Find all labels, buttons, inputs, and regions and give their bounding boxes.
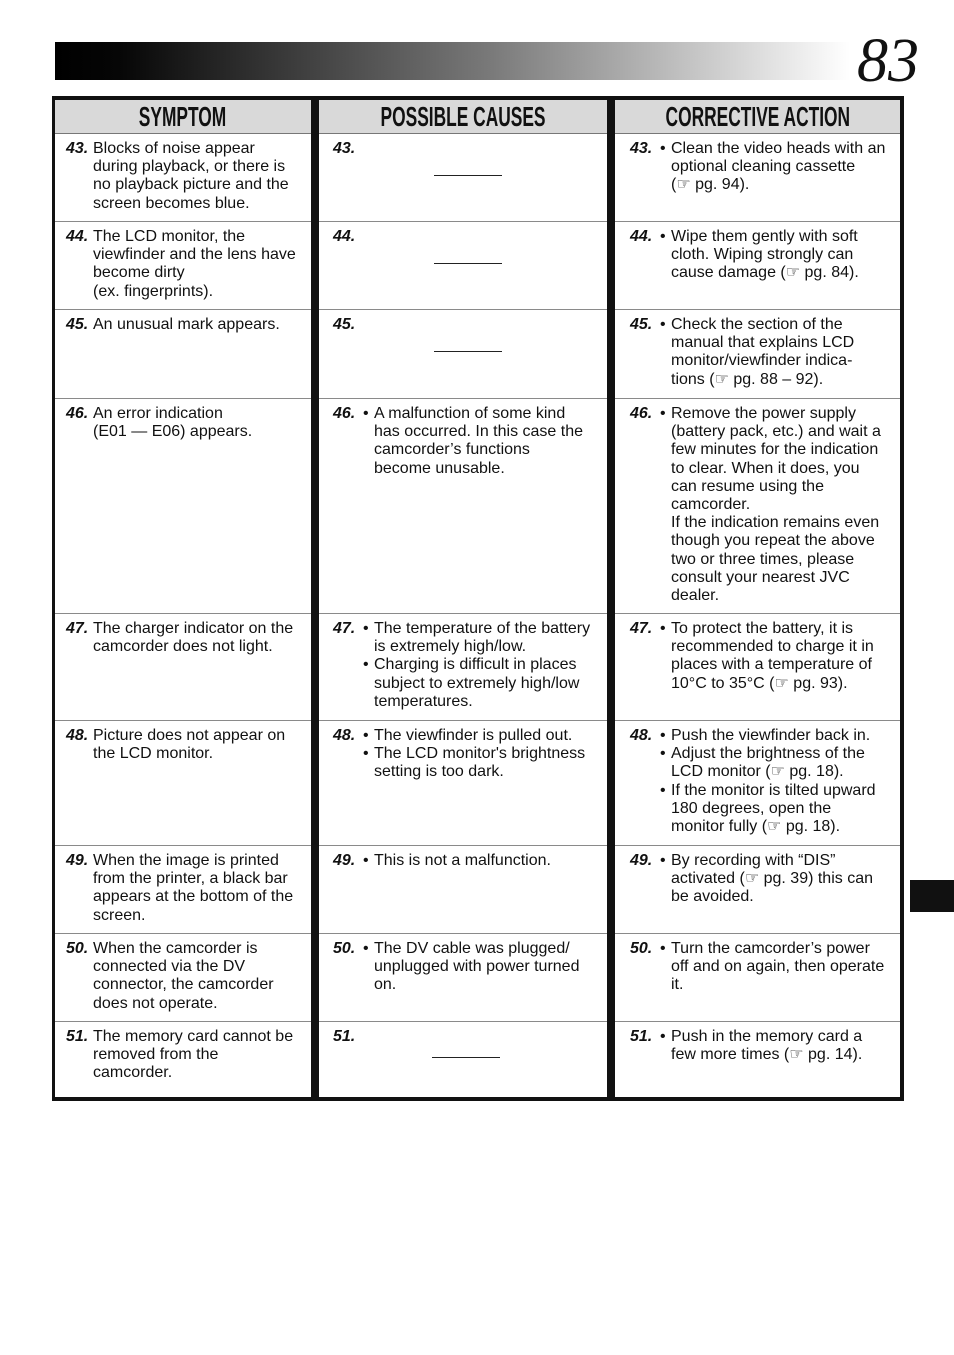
cause-item [363,940,579,995]
no-cause-dash [434,263,502,264]
action-text: Wipe them gently with soft cloth. Wiping strongly can cause damage (☞ pg. 84). [671,228,859,282]
cause-item [363,656,590,711]
item-number: 46. [333,405,356,422]
symptom-text: The memory card cannot be removed from the camcorder. [93,1028,294,1082]
header-corrective-action [615,100,900,134]
possible-causes-cell [319,310,607,399]
actions-list [660,620,874,693]
corrective-action-cell [615,222,900,310]
possible-causes-cell [319,134,607,222]
possible-causes-cell [319,934,607,1022]
bullet-glyph: • [660,1028,666,1045]
item-number: 44. [333,228,356,245]
bullet-glyph: • [660,405,666,422]
cause-item [363,745,585,781]
bullet-glyph: • [363,852,369,869]
action-item [660,405,881,605]
cause-text: The temperature of the battery is extremely high/low. [374,620,591,656]
bullet-glyph: • [660,316,666,333]
corrective-action-cell [615,614,900,721]
actions-list [660,727,876,836]
bullet-glyph: • [660,781,666,799]
bullet-glyph: • [363,745,369,763]
item-number: 49. [630,852,653,869]
action-text: If the monitor is tilted upward 180 degrees, open the monitor fully (☞ pg. 18). [671,781,876,836]
bullet-glyph: • [660,940,666,957]
header-symptom [55,100,311,134]
action-text: Check the section of the manual that explains LCD monitor/viewfinder indica- tions (☞ pg. 88 – 92). [671,316,855,388]
corrective-action-cell [615,934,900,1022]
symptom-text: The LCD monitor, the viewfinder and the lens have become dirty (ex. fingerprints). [93,228,296,300]
possible-causes-cell [319,399,607,614]
symptom-cell [55,222,311,310]
symptom-text: When the camcorder is connected via the DV connector, the camcorder does not operate. [93,940,274,1012]
symptom-text: Blocks of noise appear during playback, or there is no playback picture and the screen becomes blue. [93,140,289,212]
symptom-text: An error indication (E01 — E06) appears. [93,405,253,441]
causes-list [363,405,583,478]
item-number: 46. [630,405,653,422]
action-item [660,852,873,907]
action-item [660,745,876,781]
item-number: 49. [66,852,89,869]
item-number: 47. [630,620,653,637]
actions-list [660,852,873,907]
action-item [660,140,885,195]
symptom-cell [55,399,311,614]
possible-causes-cell [319,222,607,310]
bullet-glyph: • [363,620,369,637]
item-number: 51. [630,1028,653,1045]
troubleshooting-table [52,96,904,1101]
action-text: Clean the video heads with an optional cleaning cassette (☞ pg. 94). [671,140,886,194]
item-number: 44. [66,228,89,245]
actions-list [660,940,884,995]
action-item [660,1028,862,1064]
corrective-action-cell [615,399,900,614]
possible-causes-cell [319,1022,607,1097]
causes-list [363,940,579,995]
item-number: 43. [630,140,653,157]
causes-list [363,727,585,782]
actions-list [660,1028,862,1064]
item-number: 44. [630,228,653,245]
cause-text: A malfunction of some kind has occurred. In this case the camcorder’s functions become unusable. [374,405,583,477]
item-number: 43. [333,140,356,157]
header-possible-causes [319,100,607,134]
item-number: 45. [333,316,356,333]
header-corrective-action-label: CORRECTIVE ACTION [665,100,850,132]
item-number: 49. [333,852,356,869]
symptom-cell [55,846,311,934]
actions-list [660,316,854,389]
cause-text: This is not a malfunction. [374,852,551,869]
item-number: 48. [66,727,89,744]
no-cause-dash [434,175,502,176]
no-cause-dash [434,351,502,352]
item-number: 47. [66,620,89,637]
actions-list [660,405,881,605]
item-number: 50. [66,940,89,957]
item-number: 43. [66,140,89,157]
corrective-action-cell [615,1022,900,1097]
symptom-text: When the image is printed from the printer, a black bar appears at the bottom of the screen. [93,852,294,924]
bullet-glyph: • [363,405,369,422]
cause-text: The LCD monitor's brightness setting is too dark. [374,745,586,781]
symptom-text: The charger indicator on the camcorder does not light. [93,620,294,656]
corrective-action-cell [615,134,900,222]
symptom-cell [55,310,311,399]
corrective-action-cell [615,310,900,399]
cause-item [363,620,590,656]
item-number: 51. [66,1028,89,1045]
item-number: 47. [333,620,356,637]
actions-list [660,228,859,283]
action-item [660,228,859,283]
page-number: 83 [857,27,919,95]
possible-causes-cell [319,846,607,934]
bullet-glyph: • [660,852,666,869]
action-text: Turn the camcorder’s power off and on again, then operate it. [671,940,885,994]
item-number: 50. [333,940,356,957]
item-number: 48. [333,727,356,744]
bullet-glyph: • [660,727,666,744]
cause-text: The viewfinder is pulled out. [374,727,573,744]
cause-item [363,727,585,745]
header-possible-causes-label: POSSIBLE CAUSES [380,100,546,132]
bullet-glyph: • [660,745,666,763]
action-text: Remove the power supply (battery pack, etc.) and wait a few minutes for the indication to clear. When it does, you can resume using the camcorder. If the indication remains even though you repeat the above two or three times, please consult your nearest JVC dealer. [671,405,881,605]
bullet-glyph: • [363,727,369,744]
symptom-text: An unusual mark appears. [93,316,280,333]
cause-item [363,405,583,478]
action-text: Push the viewfinder back in. [671,727,871,744]
action-item [660,940,884,995]
action-text: To protect the battery, it is recommended to charge it in places with a temperature of 10°C to 35°C (☞ pg. 93). [671,620,874,692]
corrective-action-cell [615,846,900,934]
corrective-action-cell [615,721,900,846]
action-item [660,727,876,745]
possible-causes-cell [319,721,607,846]
action-item [660,620,874,693]
item-number: 51. [333,1028,356,1045]
header-symptom-label: SYMPTOM [139,100,227,132]
no-cause-dash [432,1057,500,1058]
cause-text: Charging is difficult in places subject to extremely high/low temperatures. [374,656,580,710]
symptom-cell [55,1022,311,1097]
cause-text: The DV cable was plugged/ unplugged with power turned on. [374,940,580,994]
action-item [660,316,854,389]
section-tab [910,880,954,912]
action-text: By recording with “DIS” activated (☞ pg. 39) this can be avoided. [671,852,873,906]
symptom-cell [55,614,311,721]
bullet-glyph: • [660,228,666,245]
bullet-glyph: • [363,656,369,674]
bullet-glyph: • [660,620,666,637]
action-item [660,782,876,837]
causes-list [363,620,590,711]
action-text: Push in the memory card a few more times (☞ pg. 14). [671,1028,863,1064]
action-text: Adjust the brightness of the LCD monitor (☞ pg. 18). [671,745,865,781]
item-number: 46. [66,405,89,422]
causes-list [363,852,551,870]
bullet-glyph: • [660,140,666,157]
actions-list [660,140,885,195]
possible-causes-cell [319,614,607,721]
cause-item [363,852,551,870]
item-number: 50. [630,940,653,957]
symptom-cell [55,934,311,1022]
item-number: 48. [630,727,653,744]
symptom-text: Picture does not appear on the LCD monitor. [93,727,286,763]
symptom-cell [55,721,311,846]
item-number: 45. [66,316,89,333]
bullet-glyph: • [363,940,369,957]
header-gradient-bar [55,42,850,80]
symptom-cell [55,134,311,222]
item-number: 45. [630,316,653,333]
